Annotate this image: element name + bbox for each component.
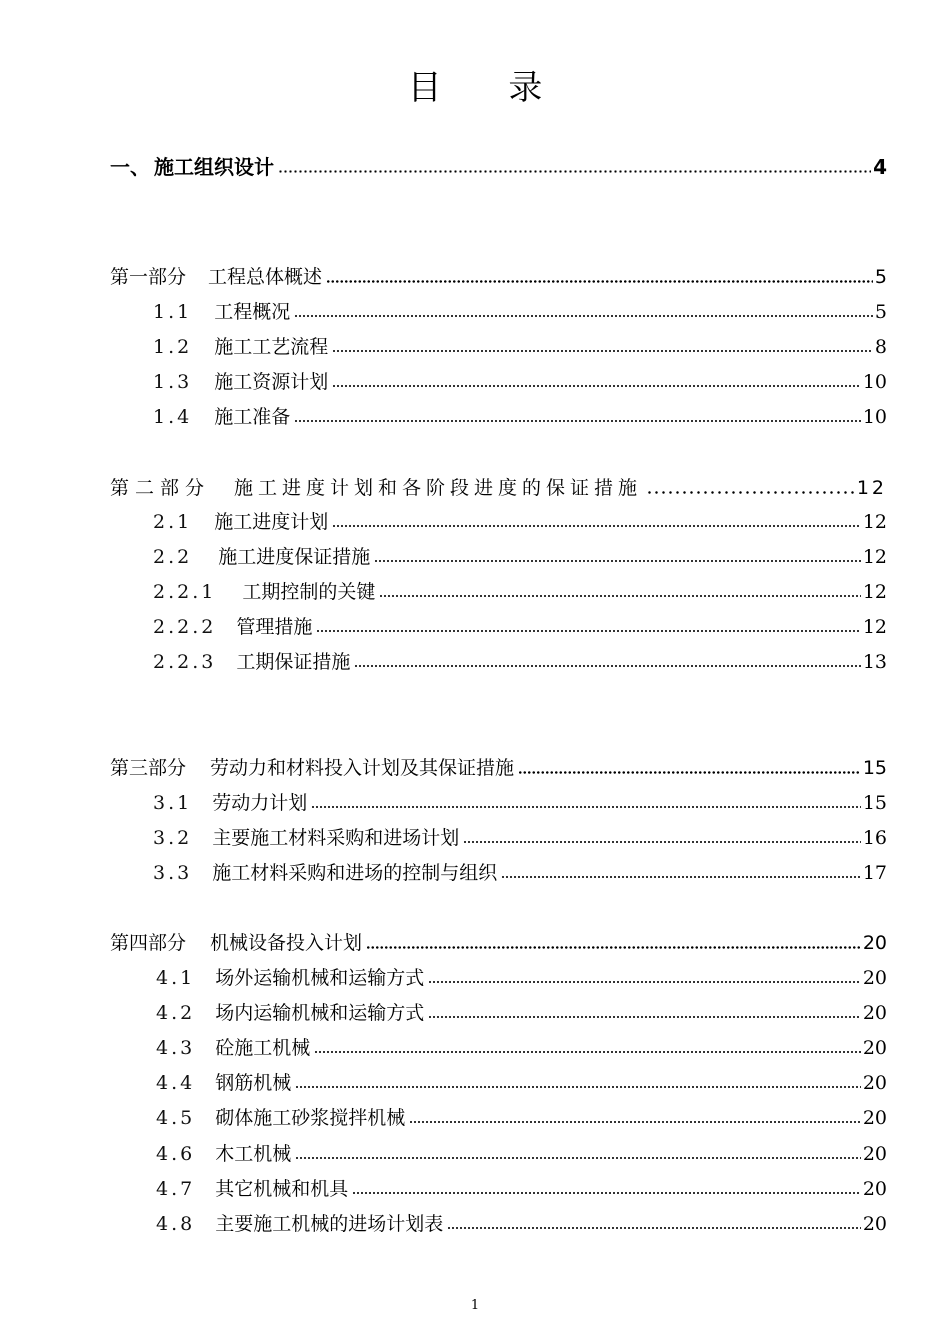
toc-leader-dots (314, 1051, 861, 1053)
toc-entry-label: 工程总体概述 (208, 266, 323, 288)
toc-entry-label: 施工准备 (214, 406, 291, 428)
toc-entry-number: 3.1 (153, 792, 193, 814)
toc-entry-4-6[interactable] (156, 1137, 887, 1171)
toc-leader-dots (366, 946, 861, 949)
toc-entry-label: 工期控制的关键 (242, 581, 376, 603)
toc-entry-label: 工期保证措施 (236, 651, 351, 673)
toc-entry-number: 4.6 (156, 1143, 196, 1165)
toc-leader-dots (428, 1016, 861, 1018)
toc-entry-4-1[interactable] (156, 961, 887, 995)
toc-entry-label: 场外运输机械和运输方式 (215, 967, 425, 989)
toc-entry-page: 8 (874, 336, 887, 358)
toc-entry-number: 4.3 (156, 1037, 196, 1059)
toc-entry-4-2[interactable] (156, 996, 887, 1030)
toc-entry-page: 20 (862, 1072, 887, 1094)
toc-entry-4-5[interactable] (156, 1101, 887, 1135)
toc-entry-1-3[interactable] (153, 365, 887, 399)
page-title: 目 录 (407, 68, 571, 108)
toc-entry-3-2[interactable] (153, 821, 887, 855)
toc-entry-page: 12 (856, 477, 887, 499)
toc-leader-dots (295, 1157, 861, 1159)
toc-entry-label: 工程概况 (214, 301, 291, 323)
toc-entry-page: 4 (873, 155, 887, 179)
toc-entry-4-8[interactable] (156, 1207, 887, 1241)
toc-entry-label: 劳动力和材料投入计划及其保证措施 (210, 757, 515, 779)
toc-entry-page: 20 (862, 967, 887, 989)
toc-entry-main[interactable] (110, 150, 887, 184)
toc-entry-number: 2.2.2 (153, 616, 217, 638)
toc-leader-dots (352, 1192, 861, 1194)
toc-leader-dots (295, 1086, 861, 1088)
toc-leader-dots (379, 595, 860, 597)
toc-entry-part-4[interactable] (110, 926, 887, 960)
toc-entry-1-4[interactable] (153, 400, 887, 434)
toc-leader-dots (326, 280, 873, 283)
toc-entry-label: 管理措施 (236, 616, 313, 638)
toc-entry-label: 主要施工材料采购和进场计划 (212, 827, 460, 849)
toc-entry-number: 第一部分 (110, 266, 187, 288)
toc-entry-label: 施工组织设计 (154, 155, 274, 179)
toc-leader-dots (332, 385, 861, 387)
toc-entry-number: 4.4 (156, 1072, 196, 1094)
toc-entry-part-1[interactable] (110, 260, 887, 294)
toc-entry-number: 2.1 (153, 511, 193, 533)
toc-entry-number: 4.1 (156, 967, 196, 989)
toc-entry-label: 劳动力计划 (212, 792, 308, 814)
toc-entry-page: 12 (862, 616, 887, 638)
toc-entry-number: 4.5 (156, 1107, 196, 1129)
toc-entry-page: 20 (862, 1002, 887, 1024)
toc-leader-dots (447, 1227, 861, 1229)
toc-entry-number: 一、 (110, 155, 150, 179)
toc-entry-number: 第三部分 (110, 757, 187, 779)
toc-entry-3-3[interactable] (153, 856, 887, 890)
toc-entry-label: 机械设备投入计划 (210, 932, 363, 954)
toc-entry-page: 20 (862, 1178, 887, 1200)
toc-entry-label: 施工进度计划 (214, 511, 329, 533)
toc-entry-4-4[interactable] (156, 1066, 887, 1100)
toc-leader-dots (374, 560, 861, 562)
toc-entry-part-2[interactable] (110, 471, 887, 505)
toc-entry-2-2-3[interactable] (153, 645, 887, 679)
toc-entry-label: 砼施工机械 (215, 1037, 311, 1059)
toc-entry-1-2[interactable] (153, 330, 887, 364)
toc-entry-number: 1.1 (153, 301, 193, 323)
toc-entry-label: 钢筋机械 (215, 1072, 292, 1094)
toc-entry-number: 3.2 (153, 827, 193, 849)
toc-leader-dots (463, 841, 861, 843)
toc-leader-dots (646, 491, 855, 494)
toc-entry-number: 2.2.1 (153, 581, 217, 603)
toc-entry-4-7[interactable] (156, 1172, 887, 1206)
toc-entry-page: 15 (862, 792, 887, 814)
toc-leader-dots (409, 1121, 861, 1123)
toc-leader-dots (311, 806, 861, 808)
toc-leader-dots (332, 525, 861, 527)
toc-leader-dots (294, 420, 861, 422)
toc-entry-number: 4.2 (156, 1002, 196, 1024)
toc-entry-page: 20 (862, 1107, 887, 1129)
toc-leader-dots (332, 350, 873, 352)
toc-entry-label: 其它机械和机具 (215, 1178, 349, 1200)
toc-entry-page: 12 (862, 546, 887, 568)
toc-entry-2-2[interactable] (153, 540, 887, 574)
toc-entry-part-3[interactable] (110, 751, 887, 785)
toc-entry-label: 砌体施工砂浆搅拌机械 (215, 1107, 406, 1129)
toc-entry-number: 1.4 (153, 406, 193, 428)
toc-leader-dots (278, 170, 871, 173)
toc-entry-label: 施工材料采购和进场的控制与组织 (212, 862, 498, 884)
toc-entry-number: 1.2 (153, 336, 193, 358)
toc-leader-dots (316, 630, 860, 632)
toc-entry-number: 第二部分 (110, 477, 211, 499)
toc-leader-dots (518, 771, 861, 774)
toc-entry-number: 2.2.3 (153, 651, 217, 673)
toc-entry-page: 20 (862, 1143, 887, 1165)
toc-entry-number: 4.8 (156, 1213, 196, 1235)
toc-entry-number: 第四部分 (110, 932, 187, 954)
toc-entry-label: 木工机械 (215, 1143, 292, 1165)
toc-entry-2-2-2[interactable] (153, 610, 887, 644)
page-number: 1 (470, 1298, 480, 1313)
toc-entry-number: 3.3 (153, 862, 193, 884)
toc-entry-page: 20 (862, 932, 887, 954)
toc-entry-page: 15 (862, 757, 887, 779)
toc-entry-page: 12 (862, 511, 887, 533)
toc-entry-2-2-1[interactable] (153, 575, 887, 609)
toc-entry-page: 5 (874, 266, 887, 288)
toc-entry-number: 2.2 (153, 546, 193, 568)
toc-entry-page: 13 (862, 651, 887, 673)
toc-leader-dots (354, 665, 860, 667)
toc-entry-page: 20 (862, 1037, 887, 1059)
toc-entry-3-1[interactable] (153, 786, 887, 820)
toc-entry-label: 施工资源计划 (214, 371, 329, 393)
toc-entry-label: 主要施工机械的进场计划表 (215, 1213, 444, 1235)
toc-entry-4-3[interactable] (156, 1031, 887, 1065)
toc-entry-page: 12 (862, 581, 887, 603)
toc-entry-label: 场内运输机械和运输方式 (215, 1002, 425, 1024)
toc-leader-dots (428, 981, 861, 983)
toc-entry-2-1[interactable] (153, 505, 887, 539)
toc-entry-number: 4.7 (156, 1178, 196, 1200)
toc-leader-dots (501, 876, 861, 878)
toc-entry-page: 17 (862, 862, 887, 884)
toc-entry-label: 施工工艺流程 (214, 336, 329, 358)
toc-entry-label: 施工进度计划和各阶段进度的保证措施 (234, 477, 643, 499)
toc-entry-page: 16 (862, 827, 887, 849)
toc-entry-page: 10 (862, 371, 887, 393)
toc-entry-label: 施工进度保证措施 (218, 546, 371, 568)
toc-entry-page: 20 (862, 1213, 887, 1235)
toc-entry-1-1[interactable] (153, 295, 887, 329)
toc-leader-dots (294, 315, 873, 317)
toc-entry-number: 1.3 (153, 371, 193, 393)
toc-entry-page: 10 (862, 406, 887, 428)
toc-entry-page: 5 (874, 301, 887, 323)
